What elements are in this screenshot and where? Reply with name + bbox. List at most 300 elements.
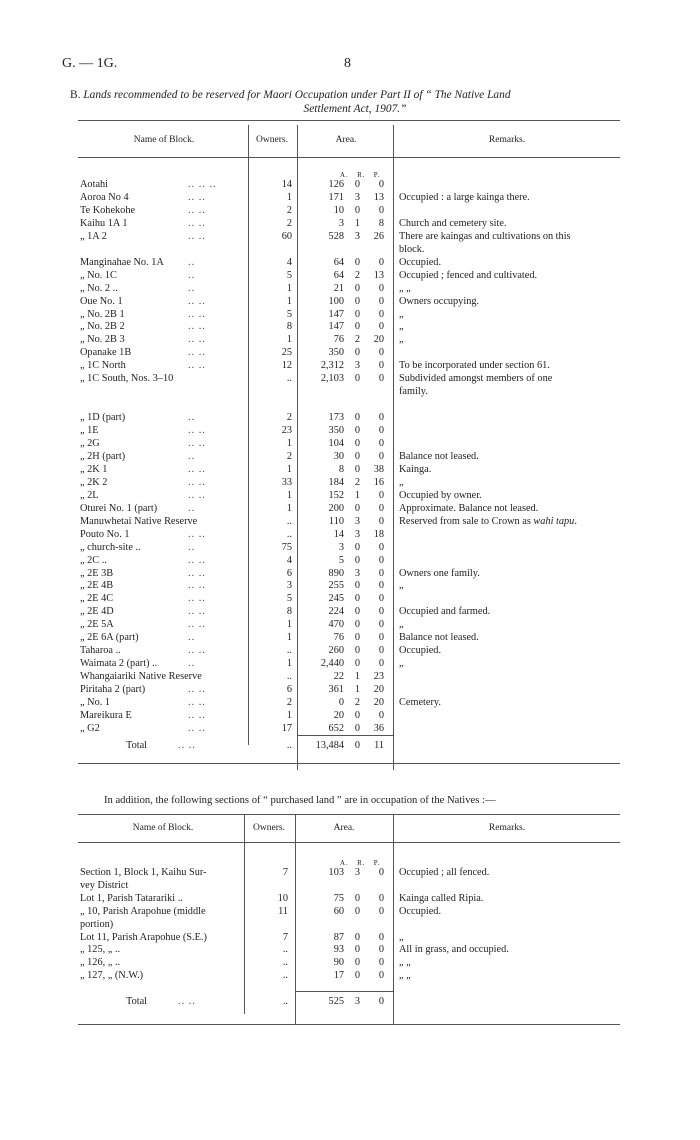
- owners-count: 10: [277, 893, 288, 904]
- remarks-text: Church and cemetery site.: [399, 218, 507, 229]
- area-roods: 0: [354, 970, 360, 981]
- remarks-text: „ „: [399, 283, 411, 294]
- leader-dots: .. ..: [188, 231, 206, 242]
- block-name: „ church-site ..: [80, 542, 141, 553]
- page-series: G. — 1G.: [62, 56, 118, 71]
- col-area-header: Area.: [333, 823, 355, 833]
- block-name: „ 2K 1: [80, 464, 108, 475]
- leader-dots: .. ..: [188, 321, 206, 332]
- area-acres: 200: [328, 503, 344, 514]
- unit-perches: P.: [373, 859, 381, 867]
- total-perches: 0: [378, 996, 384, 1007]
- owners-count: ..: [286, 529, 292, 540]
- area-acres: 64: [333, 270, 344, 281]
- owners-count: 11: [278, 906, 288, 917]
- area-roods: 2: [354, 334, 360, 345]
- area-acres: 110: [328, 516, 344, 527]
- remarks-text: To be incorporated under section 61.: [399, 360, 550, 371]
- area-roods: 0: [354, 347, 360, 358]
- area-perches: 0: [378, 425, 384, 436]
- leader-dots: ..: [188, 658, 196, 669]
- leader-dots: ..: [188, 451, 196, 462]
- area-perches: 0: [378, 710, 384, 721]
- remarks-text: Occupied.: [399, 906, 442, 917]
- leader-dots: ..: [188, 632, 196, 643]
- leader-dots: .. ..: [188, 568, 206, 579]
- area-acres: 60: [333, 906, 344, 917]
- block-name: Taharoa ..: [80, 645, 121, 656]
- owners-count: 5: [286, 593, 292, 604]
- area-roods: 0: [354, 944, 360, 955]
- area-acres: 0: [338, 697, 344, 708]
- area-roods: 1: [354, 490, 360, 501]
- owners-count: ..: [282, 944, 288, 955]
- area-perches: 16: [373, 477, 384, 488]
- area-roods: 0: [354, 205, 360, 216]
- leader-dots: ..: [188, 270, 196, 281]
- area-roods: 2: [354, 270, 360, 281]
- total-rule: [296, 991, 393, 992]
- owners-count: 2: [286, 697, 292, 708]
- area-acres: 173: [328, 412, 344, 423]
- table-b-bottom-rule: [78, 763, 620, 764]
- heading-line-2: Settlement Act, 1907.”: [303, 103, 407, 115]
- total-label: Total: [126, 740, 148, 751]
- remarks-text: All in grass, and occupied.: [399, 944, 509, 955]
- table-p-divider: [393, 814, 394, 1024]
- block-name: „ 127, „ (N.W.): [80, 970, 144, 981]
- area-acres: 470: [328, 619, 344, 630]
- area-perches: 0: [378, 932, 384, 943]
- area-acres: 75: [333, 893, 344, 904]
- total-dots: .. ..: [178, 740, 196, 751]
- area-acres: 147: [328, 321, 344, 332]
- area-roods: 0: [354, 451, 360, 462]
- area-perches: 0: [378, 205, 384, 216]
- area-acres: 171: [328, 192, 344, 203]
- block-name: „ 1A 2: [80, 231, 107, 242]
- area-roods: 0: [354, 412, 360, 423]
- block-name: „ 2C ..: [80, 555, 107, 566]
- area-perches: 0: [378, 516, 384, 527]
- area-acres: 361: [328, 684, 344, 695]
- remarks-text: „: [399, 334, 404, 345]
- block-name: Opanake 1B: [80, 347, 132, 358]
- block-name: „ 2E 4B: [80, 580, 114, 591]
- remarks-text: Occupied.: [399, 257, 442, 268]
- leader-dots: .. ..: [188, 347, 206, 358]
- owners-count: 7: [282, 932, 288, 943]
- area-acres: 104: [328, 438, 344, 449]
- leader-dots: .. ..: [188, 218, 206, 229]
- leader-dots: .. ..: [188, 192, 206, 203]
- area-roods: 0: [354, 321, 360, 332]
- total-dots: .. ..: [178, 996, 196, 1007]
- remarks-text: Cemetery.: [399, 697, 441, 708]
- area-acres: 2,103: [320, 373, 344, 384]
- leader-dots: .. ..: [188, 334, 206, 345]
- area-roods: 0: [354, 425, 360, 436]
- block-name: „ 2G: [80, 438, 100, 449]
- area-acres: 2,440: [320, 658, 344, 669]
- area-roods: 0: [354, 542, 360, 553]
- owners-count: ..: [282, 970, 288, 981]
- block-name: „ No. 1C: [80, 270, 117, 281]
- owners-count: 7: [282, 867, 288, 878]
- remarks-text: „: [399, 580, 404, 591]
- area-roods: 0: [354, 957, 360, 968]
- area-acres: 126: [328, 179, 344, 190]
- block-name: vey District: [80, 880, 129, 891]
- remarks-text: There are kaingas and cultivations on this: [399, 231, 571, 242]
- area-roods: 0: [354, 632, 360, 643]
- block-name: „ No. 2B 3: [80, 334, 125, 345]
- area-roods: 0: [354, 606, 360, 617]
- area-acres: 17: [333, 970, 344, 981]
- area-roods: 0: [354, 710, 360, 721]
- area-perches: 0: [378, 490, 384, 501]
- owners-count: 1: [286, 503, 292, 514]
- remarks-text: Occupied : a large kainga there.: [399, 192, 530, 203]
- area-roods: 3: [354, 867, 360, 878]
- area-perches: 0: [378, 412, 384, 423]
- total-acres: 525: [328, 996, 344, 1007]
- area-roods: 0: [354, 580, 360, 591]
- remarks-text: family.: [399, 386, 428, 397]
- block-name: „ 2L: [80, 490, 99, 501]
- area-roods: 1: [354, 684, 360, 695]
- block-name: Mareikura E: [80, 710, 132, 721]
- unit-acres: A.: [340, 859, 349, 867]
- area-perches: 0: [378, 893, 384, 904]
- block-name: „ 2H (part): [80, 451, 126, 462]
- area-perches: 0: [378, 619, 384, 630]
- area-roods: 0: [354, 257, 360, 268]
- total-label: Total: [126, 996, 148, 1007]
- area-acres: 652: [328, 723, 344, 734]
- leader-dots: .. ..: [188, 529, 206, 540]
- leader-dots: .. ..: [188, 580, 206, 591]
- owners-count: ..: [282, 957, 288, 968]
- area-acres: 76: [333, 334, 344, 345]
- remarks-text: Subdivided amongst members of one: [399, 373, 553, 384]
- area-perches: 0: [378, 179, 384, 190]
- table-b-divider: [393, 125, 394, 770]
- remarks-text: Occupied and farmed.: [399, 606, 491, 617]
- owners-count: 1: [286, 464, 292, 475]
- remarks-text: Balance not leased.: [399, 451, 479, 462]
- area-roods: 0: [354, 464, 360, 475]
- area-acres: 100: [328, 296, 344, 307]
- owners-count: ..: [286, 671, 292, 682]
- block-name: „ G2: [80, 723, 100, 734]
- block-name: Lot 11, Parish Arapohue (S.E.): [80, 932, 207, 943]
- leader-dots: ..: [188, 542, 196, 553]
- block-name: „ 2E 5A: [80, 619, 114, 630]
- leader-dots: .. ..: [188, 555, 206, 566]
- area-acres: 184: [328, 477, 344, 488]
- leader-dots: .. ..: [188, 309, 206, 320]
- remarks-text: „ „: [399, 970, 411, 981]
- block-name: „ 126, „ ..: [80, 957, 121, 968]
- area-perches: 0: [378, 296, 384, 307]
- area-perches: 23: [373, 671, 384, 682]
- leader-dots: .. ..: [188, 490, 206, 501]
- block-name: „ 125, „ ..: [80, 944, 121, 955]
- area-acres: 3: [338, 542, 344, 553]
- area-perches: 0: [378, 580, 384, 591]
- area-roods: 0: [354, 932, 360, 943]
- area-acres: 30: [333, 451, 344, 462]
- area-perches: 0: [378, 970, 384, 981]
- area-perches: 0: [378, 906, 384, 917]
- remarks-text: Approximate. Balance not leased.: [399, 503, 539, 514]
- remarks-text: block.: [399, 244, 425, 255]
- area-acres: 260: [328, 645, 344, 656]
- table-b-top-rule: [78, 120, 620, 121]
- area-perches: 13: [373, 192, 384, 203]
- area-acres: 350: [328, 347, 344, 358]
- leader-dots: .. ..: [188, 296, 206, 307]
- block-name: „ 1C North: [80, 360, 126, 371]
- unit-roods: R.: [357, 859, 366, 867]
- leader-dots: .. ..: [188, 205, 206, 216]
- owners-count: 1: [286, 619, 292, 630]
- leader-dots: .. ..: [188, 425, 206, 436]
- col-remarks-header: Remarks.: [488, 823, 526, 833]
- block-name: Oturei No. 1 (part): [80, 503, 158, 514]
- owners-count: ..: [286, 645, 292, 656]
- col-remarks-header: Remarks.: [488, 135, 526, 145]
- area-perches: 38: [373, 464, 384, 475]
- area-acres: 76: [333, 632, 344, 643]
- area-perches: 8: [378, 218, 384, 229]
- block-name: Kaihu 1A 1: [80, 218, 128, 229]
- block-name: Manginahae No. 1A: [80, 257, 164, 268]
- area-acres: 8: [338, 464, 344, 475]
- leader-dots: .. ..: [188, 438, 206, 449]
- block-name: „ No. 2B 2: [80, 321, 125, 332]
- owners-count: 3: [286, 580, 292, 591]
- total-roods: 3: [354, 996, 360, 1007]
- leader-dots: .. ..: [188, 723, 206, 734]
- leader-dots: .. ..: [188, 464, 206, 475]
- area-perches: 0: [378, 542, 384, 553]
- block-name: „ No. 2B 1: [80, 309, 125, 320]
- area-perches: 0: [378, 360, 384, 371]
- area-acres: 87: [333, 932, 344, 943]
- area-roods: 0: [354, 555, 360, 566]
- leader-dots: ..: [188, 257, 196, 268]
- remarks-text: „: [399, 477, 404, 488]
- block-name: „ 2E 4D: [80, 606, 114, 617]
- owners-count: 1: [286, 283, 292, 294]
- total-acres: 13,484: [315, 740, 344, 751]
- block-name: Manuwhetai Native Reserve: [80, 516, 198, 527]
- owners-count: 1: [286, 296, 292, 307]
- area-acres: 20: [333, 710, 344, 721]
- block-name: „ 2E 3B: [80, 568, 114, 579]
- block-name: „ 10, Parish Arapohue (middle: [80, 906, 206, 917]
- unit-acres: A.: [340, 171, 349, 179]
- area-perches: 0: [378, 944, 384, 955]
- owners-count: ..: [286, 516, 292, 527]
- area-perches: 0: [378, 645, 384, 656]
- area-perches: 20: [373, 684, 384, 695]
- unit-roods: R.: [357, 171, 366, 179]
- area-roods: 3: [354, 192, 360, 203]
- col-owners-header: Owners.: [256, 135, 288, 145]
- owners-count: 2: [286, 218, 292, 229]
- area-acres: 64: [333, 257, 344, 268]
- block-name: Pouto No. 1: [80, 529, 130, 540]
- total-roods: 0: [354, 740, 360, 751]
- owners-count: 8: [286, 321, 292, 332]
- area-acres: 245: [328, 593, 344, 604]
- remarks-text: Kainga called Ripia.: [399, 893, 484, 904]
- area-roods: 0: [354, 593, 360, 604]
- block-name: „ 2E 4C: [80, 593, 114, 604]
- area-acres: 890: [328, 568, 344, 579]
- owners-count: 25: [281, 347, 292, 358]
- owners-count: 8: [286, 606, 292, 617]
- table-p-divider: [295, 814, 296, 1024]
- area-roods: 0: [354, 906, 360, 917]
- area-perches: 0: [378, 658, 384, 669]
- heading-line-1: Lands recommended to be reserved for Maori Occupation under Part II of “ The Native Land: [83, 89, 511, 101]
- block-name: Te Kohekohe: [80, 205, 136, 216]
- purchased-intro: In addition, the following sections of “ purchased land ” are in occupation of the Natives :—: [104, 795, 496, 806]
- owners-count: 2: [286, 412, 292, 423]
- table-p-top-rule: [78, 814, 620, 815]
- area-perches: 0: [378, 867, 384, 878]
- area-perches: 0: [378, 555, 384, 566]
- page-number: 8: [344, 56, 351, 71]
- area-acres: 5: [338, 555, 344, 566]
- area-acres: 152: [328, 490, 344, 501]
- area-roods: 0: [354, 503, 360, 514]
- area-roods: 0: [354, 619, 360, 630]
- leader-dots: .. ..: [188, 645, 206, 656]
- col-name-header: Name of Block.: [133, 135, 195, 145]
- owners-count: 1: [286, 632, 292, 643]
- owners-count: 75: [281, 542, 292, 553]
- owners-count: 5: [286, 309, 292, 320]
- leader-dots: ..: [188, 503, 196, 514]
- owners-count: 23: [281, 425, 292, 436]
- owners-count: 5: [286, 270, 292, 281]
- area-roods: 0: [354, 373, 360, 384]
- area-acres: 147: [328, 309, 344, 320]
- remarks-text: Reserved from sale to Crown as wahi tapu.: [399, 516, 577, 527]
- block-name: Waimata 2 (part) ..: [80, 658, 158, 669]
- block-name: „ 1D (part): [80, 412, 126, 423]
- area-roods: 3: [354, 568, 360, 579]
- area-perches: 0: [378, 257, 384, 268]
- owners-count: ..: [286, 373, 292, 384]
- leader-dots: .. ..: [188, 684, 206, 695]
- total-rule: [298, 735, 393, 736]
- area-perches: 0: [378, 438, 384, 449]
- owners-count: 17: [281, 723, 292, 734]
- leader-dots: .. ..: [188, 619, 206, 630]
- area-roods: 1: [354, 671, 360, 682]
- area-perches: 0: [378, 632, 384, 643]
- area-perches: 36: [373, 723, 384, 734]
- area-roods: 0: [354, 893, 360, 904]
- area-acres: 103: [328, 867, 344, 878]
- remarks-text: Kainga.: [399, 464, 432, 475]
- block-name: „ 2E 6A (part): [80, 632, 139, 643]
- area-perches: 0: [378, 321, 384, 332]
- area-acres: 3: [338, 218, 344, 229]
- block-name: Piritaha 2 (part): [80, 684, 146, 695]
- remarks-text: Balance not leased.: [399, 632, 479, 643]
- owners-count: 12: [281, 360, 292, 371]
- col-area-header: Area.: [335, 135, 357, 145]
- leader-dots: ..: [188, 283, 196, 294]
- remarks-text: „: [399, 932, 404, 943]
- owners-count: 6: [286, 568, 292, 579]
- table-p-bottom-rule: [78, 1024, 620, 1025]
- block-name: portion): [80, 919, 114, 930]
- area-perches: 18: [373, 529, 384, 540]
- area-roods: 2: [354, 477, 360, 488]
- owners-count: 4: [286, 555, 292, 566]
- owners-count: 2: [286, 205, 292, 216]
- block-name: „ 1E: [80, 425, 99, 436]
- area-roods: 3: [354, 529, 360, 540]
- area-roods: 0: [354, 309, 360, 320]
- area-roods: 3: [354, 231, 360, 242]
- area-perches: 0: [378, 606, 384, 617]
- owners-count: 1: [286, 710, 292, 721]
- owners-count: 1: [286, 192, 292, 203]
- area-perches: 0: [378, 347, 384, 358]
- area-roods: 0: [354, 296, 360, 307]
- col-owners-header: Owners.: [253, 823, 285, 833]
- area-acres: 255: [328, 580, 344, 591]
- remarks-text: „: [399, 658, 404, 669]
- total-owners: ..: [282, 996, 288, 1007]
- area-acres: 14: [333, 529, 344, 540]
- remarks-text: Occupied by owner.: [399, 490, 482, 501]
- area-roods: 0: [354, 723, 360, 734]
- table-b-header-rule: [78, 157, 620, 158]
- section-heading: [70, 88, 640, 102]
- table-p-header-rule: [78, 842, 620, 843]
- owners-count: 1: [286, 438, 292, 449]
- area-perches: 26: [373, 231, 384, 242]
- owners-count: 1: [286, 334, 292, 345]
- block-name: Aotahi: [80, 179, 109, 190]
- owners-count: 60: [281, 231, 292, 242]
- area-acres: 93: [333, 944, 344, 955]
- area-roods: 0: [354, 283, 360, 294]
- owners-count: 14: [281, 179, 292, 190]
- area-roods: 0: [354, 438, 360, 449]
- leader-dots: ..: [188, 412, 196, 423]
- leader-dots: .. ..: [188, 697, 206, 708]
- area-roods: 3: [354, 360, 360, 371]
- block-name: Lot 1, Parish Tatarariki ..: [80, 893, 183, 904]
- owners-count: 33: [281, 477, 292, 488]
- leader-dots: .. ..: [188, 593, 206, 604]
- area-perches: 0: [378, 593, 384, 604]
- col-name-header: Name of Block.: [132, 823, 194, 833]
- block-name: „ 1C South, Nos. 3–10: [80, 373, 174, 384]
- area-acres: 2,312: [320, 360, 344, 371]
